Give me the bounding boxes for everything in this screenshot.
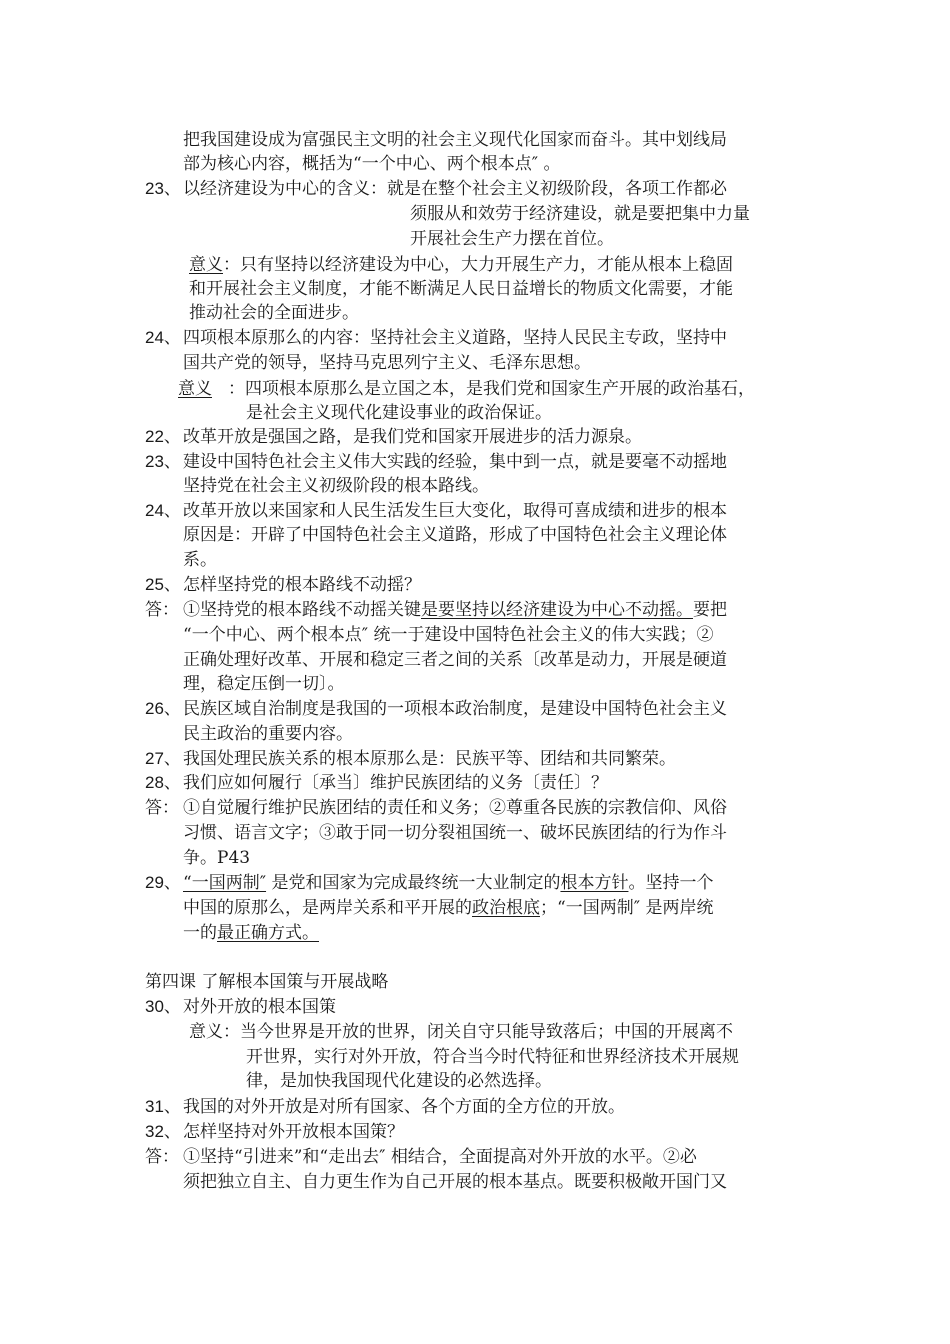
item-number: 24、 xyxy=(145,501,181,520)
text-line: 怎样坚持对外开放根本国策？ xyxy=(183,1122,404,1142)
text-line: ①坚持“引进来”和“走出去″ 相结合，全面提高对外开放的水平。②必 xyxy=(183,1147,697,1167)
item-number: 24、 xyxy=(145,328,181,347)
underlined-term: 意义 xyxy=(189,255,223,275)
text-line: ：四项根本原那么是立国之本，是我们党和国家生产开展的政治基石， xyxy=(228,379,755,399)
underlined-term: 意义 xyxy=(178,379,212,399)
text-line: 民族区域自治制度是我国的一项根本政治制度，是建设中国特色社会主义 xyxy=(183,699,727,719)
item-number: 32、 xyxy=(145,1122,181,1141)
text-line: 和开展社会主义制度，才能不断满足人民日益增长的物质文化需要，才能 xyxy=(189,279,733,299)
text-line: 系。 xyxy=(183,550,217,570)
text-line: 改革开放是强国之路，是我们党和国家开展进步的活力源泉。 xyxy=(183,427,642,447)
text-line: 我国的对外开放是对所有国家、各个方面的全方位的开放。 xyxy=(183,1097,625,1117)
text-line: 推动社会的全面进步。 xyxy=(189,303,359,323)
text-line: 争。P43 xyxy=(183,848,251,868)
text-segment: 。坚持一个 xyxy=(628,873,714,893)
answer-label: 答： xyxy=(145,600,179,620)
text-line: 我国处理民族关系的根本原那么是：民族平等、团结和共同繁荣。 xyxy=(183,749,676,769)
text-line: 正确处理好改革、开展和稳定三者之间的关系〔改革是动力，开展是硬道 xyxy=(183,650,727,670)
section-heading: 第四课 了解根本国策与开展战略 xyxy=(145,972,389,992)
item-number: 22、 xyxy=(145,427,181,446)
text-line xyxy=(183,896,713,920)
underlined-text: 最正确方式。 xyxy=(217,923,319,943)
text-line: 原因是：开辟了中国特色社会主义道路，形成了中国特色社会主义理论体 xyxy=(183,525,727,545)
text-line: 把我国建设成为富强民主文明的社会主义现代化国家而奋斗。其中划线局 xyxy=(183,130,727,150)
text-line: 民主政治的重要内容。 xyxy=(183,724,353,744)
text-line: 部为核心内容，概括为“一个中心、两个根本点″ 。 xyxy=(183,154,561,174)
item-number: 30、 xyxy=(145,997,181,1016)
text-line: 坚持党在社会主义初级阶段的根本路线。 xyxy=(183,476,489,496)
text-line: ：只有坚持以经济建设为中心，大力开展生产力，才能从根本上稳固 xyxy=(223,255,733,275)
text-line: ①自觉履行维护民族团结的责任和义务；②尊重各民族的宗教信仰、风俗 xyxy=(183,798,727,818)
item-number: 26、 xyxy=(145,699,181,718)
text-segment: 是党和国家为完成最终统一大业制定的 xyxy=(266,873,561,893)
text-line xyxy=(183,921,319,945)
text-line: 对外开放的根本国策 xyxy=(183,997,336,1017)
text-line: 是社会主义现代化建设事业的政治保证。 xyxy=(246,403,552,423)
text-line: “一个中心、两个根本点″ 统一于建设中国特色社会主义的伟大实践；② xyxy=(183,625,714,645)
text-line: 我们应如何履行〔承当〕维护民族团结的义务〔责任〕？ xyxy=(183,773,608,793)
text-line: 四项根本原那么的内容：坚持社会主义道路，坚持人民民主专政，坚持中 xyxy=(183,328,727,348)
text-line: 习惯、语言文字；③敢于同一切分裂祖国统一、破坏民族团结的行为作斗 xyxy=(183,823,727,843)
text-line: 国共产党的领导，坚持马克思列宁主义、毛泽东思想。 xyxy=(183,353,591,373)
item-number: 31、 xyxy=(145,1097,181,1116)
text-line: 意义：当今世界是开放的世界，闭关自守只能导致落后；中国的开展离不 xyxy=(189,1022,733,1042)
text-line: 须把独立自主、自力更生作为自己开展的根本基点。既要积极敞开国门又 xyxy=(183,1172,727,1192)
text-segment: ；“一国两制″ 是两岸统 xyxy=(540,898,714,918)
text-line: 建设中国特色社会主义伟大实践的经验，集中到一点，就是要毫不动摇地 xyxy=(183,452,727,472)
answer-label: 答： xyxy=(145,798,179,818)
underlined-text: 政治根底 xyxy=(472,898,540,918)
text-line xyxy=(183,871,713,895)
text-line: 以经济建设为中心的含义：就是在整个社会主义初级阶段，各项工作都必 xyxy=(183,179,727,199)
text-line: 理，稳定压倒一切〕。 xyxy=(183,674,345,694)
item-number: 29、 xyxy=(145,873,181,892)
text-line: 怎样坚持党的根本路线不动摇？ xyxy=(183,575,421,595)
underlined-text: 是要坚持以经济建设为中心不动摇。 xyxy=(421,600,693,620)
text-line: 律，是加快我国现代化建设的必然选择。 xyxy=(246,1071,552,1091)
text-line xyxy=(183,598,727,622)
item-number: 27、 xyxy=(145,749,181,768)
text-segment: 一的 xyxy=(183,923,217,943)
underlined-text: 根本方针 xyxy=(560,873,629,893)
text-line: 开展社会生产力摆在首位。 xyxy=(410,229,614,249)
text-line: 改革开放以来国家和人民生活发生巨大变化，取得可喜成绩和进步的根本 xyxy=(183,501,727,521)
underlined-text: “一国两制″ xyxy=(183,873,267,893)
answer-label: 答： xyxy=(145,1147,179,1167)
item-number: 25、 xyxy=(145,575,181,594)
text-line: 须服从和效劳于经济建设，就是要把集中力量 xyxy=(410,204,750,224)
text-segment: 中国的原那么，是两岸关系和平开展的 xyxy=(183,898,472,918)
item-number: 28、 xyxy=(145,773,181,792)
item-number: 23、 xyxy=(145,452,181,471)
text-segment: 要把 xyxy=(693,600,727,620)
text-segment: ①坚持党的根本路线不动摇关键 xyxy=(183,600,421,620)
text-line: 开世界，实行对外开放，符合当今时代特征和世界经济技术开展规 xyxy=(246,1047,739,1067)
item-number: 23、 xyxy=(145,179,181,198)
